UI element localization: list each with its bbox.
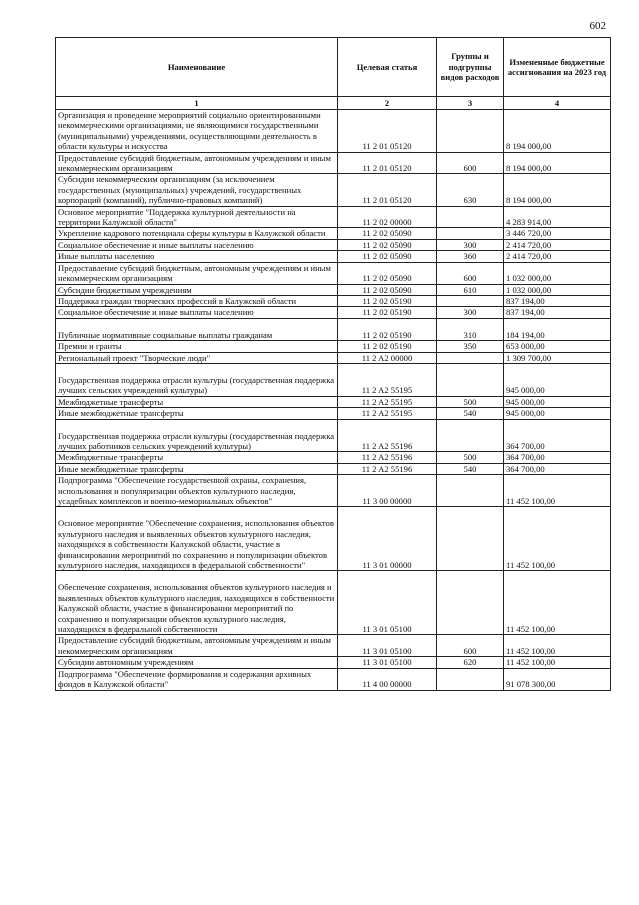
row-amount: 945 000,00 [504, 363, 611, 396]
row-expense-group [437, 668, 504, 690]
row-name: Субсидии бюджетным учреждениям [56, 284, 338, 295]
row-name: Организация и проведение мероприятий социально ориентированными некоммерческими организациями, не являющимися государственными (муниципальными) учреждениями, осуществляющими деятельность в области культуры и искусства [56, 110, 338, 153]
row-name: Иные межбюджетные трансферты [56, 408, 338, 419]
row-target-code: 11 3 01 05100 [338, 635, 437, 657]
table-row [56, 408, 611, 419]
row-expense-group: 350 [437, 341, 504, 352]
row-target-code: 11 2 02 05190 [338, 341, 437, 352]
column-number: 2 [338, 97, 437, 110]
row-expense-group [437, 363, 504, 396]
row-name: Премии и гранты [56, 341, 338, 352]
row-target-code: 11 3 01 05100 [338, 571, 437, 635]
row-expense-group [437, 419, 504, 452]
row-target-code: 11 2 02 05190 [338, 318, 437, 340]
row-name: Подпрограмма "Обеспечение формирования и содержания архивных фондов в Калужской области" [56, 668, 338, 690]
row-target-code: 11 2 02 05090 [338, 284, 437, 295]
row-name: Подпрограмма "Обеспечение государственной охраны, сохранения, использования и популяризации объектов культурного наследия, усадебных комплексов и военно-мемориальных объектов" [56, 475, 338, 507]
row-amount: 364 700,00 [504, 463, 611, 474]
row-target-code: 11 3 01 00000 [338, 507, 437, 571]
row-amount: 184 194,00 [504, 318, 611, 340]
row-expense-group [437, 110, 504, 153]
row-name: Предоставление субсидий бюджетным, автономным учреждениям и иным некоммерческим организациям [56, 635, 338, 657]
row-name: Публичные нормативные социальные выплаты гражданам [56, 318, 338, 340]
row-amount: 11 452 100,00 [504, 657, 611, 668]
header-name: Наименование [56, 38, 338, 97]
row-name: Основное мероприятие "Обеспечение сохранения, использования объектов культурного наследия и выявленных объектов культурного наследия, находящихся в собственности Калужской области, участие в финансировании мероприятий по сохранению и популяризации объектов культурного наследия, находящихся в федеральной собственности" [56, 507, 338, 571]
row-amount: 4 283 914,00 [504, 206, 611, 228]
row-expense-group [437, 571, 504, 635]
row-amount: 8 194 000,00 [504, 174, 611, 206]
row-amount: 11 452 100,00 [504, 507, 611, 571]
row-amount: 11 452 100,00 [504, 475, 611, 507]
table-row [56, 295, 611, 306]
row-target-code: 11 2 A2 55196 [338, 419, 437, 452]
row-target-code: 11 2 02 05090 [338, 228, 437, 239]
row-amount: 364 700,00 [504, 419, 611, 452]
row-expense-group: 310 [437, 318, 504, 340]
table-row [56, 174, 611, 206]
row-expense-group: 620 [437, 657, 504, 668]
row-target-code: 11 2 A2 00000 [338, 352, 437, 363]
table-row [56, 419, 611, 452]
row-expense-group: 540 [437, 408, 504, 419]
table-row [56, 396, 611, 407]
table-row [56, 206, 611, 228]
row-amount: 945 000,00 [504, 408, 611, 419]
row-target-code: 11 2 02 05190 [338, 307, 437, 318]
table-row [56, 635, 611, 657]
table-row [56, 363, 611, 396]
table-row [56, 318, 611, 340]
row-expense-group: 630 [437, 174, 504, 206]
budget-table [55, 37, 611, 691]
table-row [56, 352, 611, 363]
row-expense-group: 360 [437, 251, 504, 262]
header-code: Целевая статья [338, 38, 437, 97]
row-name: Межбюджетные трансферты [56, 396, 338, 407]
row-expense-group: 300 [437, 307, 504, 318]
row-amount: 2 414 720,00 [504, 251, 611, 262]
table-row [56, 668, 611, 690]
row-expense-group [437, 295, 504, 306]
row-target-code: 11 2 02 05090 [338, 251, 437, 262]
row-expense-group: 600 [437, 262, 504, 284]
row-expense-group [437, 352, 504, 363]
row-name: Социальное обеспечение и иные выплаты населению [56, 239, 338, 250]
table-row [56, 571, 611, 635]
header-row [56, 38, 611, 97]
row-expense-group: 600 [437, 152, 504, 174]
row-amount: 91 078 300,00 [504, 668, 611, 690]
row-amount: 945 000,00 [504, 396, 611, 407]
row-expense-group: 540 [437, 463, 504, 474]
table-row [56, 463, 611, 474]
table-row [56, 284, 611, 295]
row-expense-group [437, 206, 504, 228]
row-name: Государственная поддержка отрасли культуры (государственная поддержка лучших сельских учреждений культуры) [56, 363, 338, 396]
row-amount: 8 194 000,00 [504, 152, 611, 174]
header-group: Группы и подгруппы видов расходов [437, 38, 504, 97]
row-name: Иные межбюджетные трансферты [56, 463, 338, 474]
row-name: Иные выплаты населению [56, 251, 338, 262]
table-row [56, 262, 611, 284]
row-amount: 11 452 100,00 [504, 635, 611, 657]
table-row [56, 251, 611, 262]
row-target-code: 11 2 01 05120 [338, 174, 437, 206]
table-row [56, 341, 611, 352]
row-target-code: 11 2 02 05090 [338, 239, 437, 250]
row-expense-group [437, 507, 504, 571]
table-row [56, 657, 611, 668]
row-name: Основное мероприятие "Поддержка культурной деятельности на территории Калужской области" [56, 206, 338, 228]
table-row [56, 475, 611, 507]
row-amount: 837 194,00 [504, 295, 611, 306]
row-expense-group: 610 [437, 284, 504, 295]
row-amount: 1 032 000,00 [504, 284, 611, 295]
table-row [56, 110, 611, 153]
row-amount: 3 446 720,00 [504, 228, 611, 239]
row-name: Обеспечение сохранения, использования объектов культурного наследия и выявленных объектов культурного наследия, находящихся в собственности Калужской области, участие в финансировании мероприятий по сохранению и популяризации объектов культурного наследия, находящихся в федеральной собственности [56, 571, 338, 635]
row-amount: 8 194 000,00 [504, 110, 611, 153]
row-name: Региональный проект "Творческие люди" [56, 352, 338, 363]
table-row [56, 507, 611, 571]
row-name: Социальное обеспечение и иные выплаты населению [56, 307, 338, 318]
row-amount: 1 309 700,00 [504, 352, 611, 363]
row-target-code: 11 2 A2 55195 [338, 396, 437, 407]
row-expense-group [437, 475, 504, 507]
column-number: 1 [56, 97, 338, 110]
row-expense-group: 600 [437, 635, 504, 657]
header-amount: Измененные бюджетные ассигнования на 2023 год [504, 38, 611, 97]
row-amount: 11 452 100,00 [504, 571, 611, 635]
row-expense-group [437, 228, 504, 239]
table-row [56, 228, 611, 239]
row-name: Предоставление субсидий бюджетным, автономным учреждениям и иным некоммерческим организациям [56, 262, 338, 284]
row-target-code: 11 2 02 05090 [338, 262, 437, 284]
row-target-code: 11 3 01 05100 [338, 657, 437, 668]
column-number: 4 [504, 97, 611, 110]
row-amount: 2 414 720,00 [504, 239, 611, 250]
row-target-code: 11 2 02 00000 [338, 206, 437, 228]
row-name: Укрепление кадрового потенциала сферы культуры в Калужской области [56, 228, 338, 239]
page-number: 602 [589, 20, 606, 32]
row-target-code: 11 2 A2 55196 [338, 463, 437, 474]
row-target-code: 11 2 A2 55195 [338, 363, 437, 396]
row-name: Субсидии автономным учреждениям [56, 657, 338, 668]
row-amount: 364 700,00 [504, 452, 611, 463]
row-expense-group: 500 [437, 396, 504, 407]
table-row [56, 307, 611, 318]
row-target-code: 11 2 A2 55195 [338, 408, 437, 419]
row-target-code: 11 3 00 00000 [338, 475, 437, 507]
row-name: Субсидии некоммерческим организациям (за исключением государственных (муниципальных) учреждений, государственных корпораций (компаний), публично-правовых компаний) [56, 174, 338, 206]
column-number-row [56, 97, 611, 110]
row-name: Предоставление субсидий бюджетным, автономным учреждениям и иным некоммерческим организациям [56, 152, 338, 174]
row-expense-group: 500 [437, 452, 504, 463]
table-row [56, 452, 611, 463]
table-row [56, 239, 611, 250]
row-amount: 653 000,00 [504, 341, 611, 352]
row-amount: 837 194,00 [504, 307, 611, 318]
row-target-code: 11 2 A2 55196 [338, 452, 437, 463]
row-target-code: 11 4 00 00000 [338, 668, 437, 690]
row-target-code: 11 2 02 05190 [338, 295, 437, 306]
row-name: Поддержка граждан творческих профессий в Калужской области [56, 295, 338, 306]
row-target-code: 11 2 01 05120 [338, 110, 437, 153]
row-name: Государственная поддержка отрасли культуры (государственная поддержка лучших работников сельских учреждений культуры) [56, 419, 338, 452]
table-row [56, 152, 611, 174]
row-target-code: 11 2 01 05120 [338, 152, 437, 174]
row-name: Межбюджетные трансферты [56, 452, 338, 463]
row-expense-group: 300 [437, 239, 504, 250]
column-number: 3 [437, 97, 504, 110]
row-amount: 1 032 000,00 [504, 262, 611, 284]
